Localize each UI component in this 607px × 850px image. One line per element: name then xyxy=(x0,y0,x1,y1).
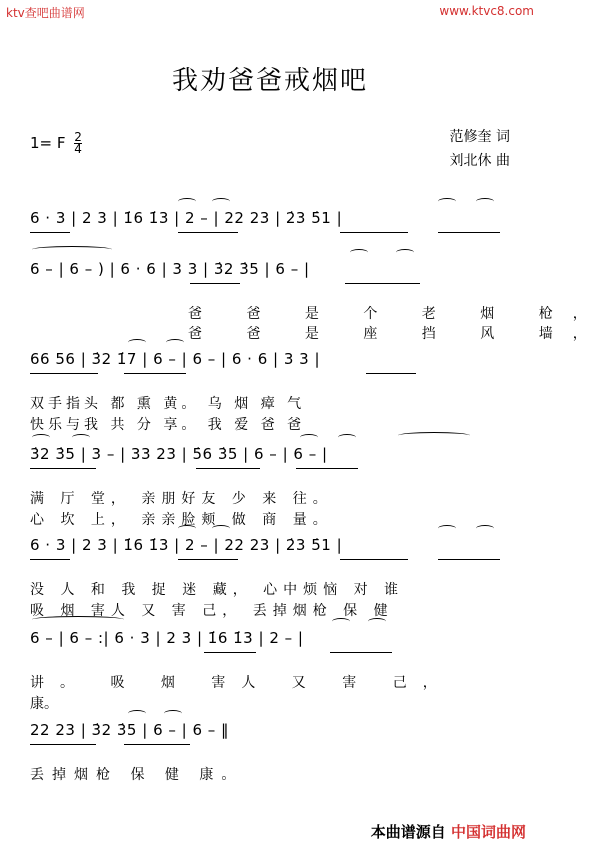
slur xyxy=(438,525,456,532)
lyricist-credit: 范修奎 词 xyxy=(449,129,510,145)
slur xyxy=(212,525,230,532)
slur xyxy=(128,339,146,346)
tie xyxy=(32,616,124,623)
slur xyxy=(350,249,368,256)
footer-source xyxy=(371,821,526,842)
lyric-row-4-verse-2: 心 坎 上， 亲亲脸颊 做 商 量。 xyxy=(30,512,333,528)
beam xyxy=(30,468,96,469)
lyric-row-5-verse-1: 没 人 和 我 捉 迷 藏， 心中烦恼 对 谁 xyxy=(30,582,405,598)
watermark-right: www.ktvc8.com xyxy=(439,4,534,18)
beam xyxy=(438,559,500,560)
beam xyxy=(438,232,500,233)
score-row-3 xyxy=(30,345,520,373)
beam xyxy=(296,468,358,469)
song-title: 我劝爸爸戒烟吧 xyxy=(171,66,368,96)
notes-row-6: 6 – | 6 – :| 6 · 3 | 2 3 | 1̇6 1̇3 | 2 – | xyxy=(30,629,304,647)
slur xyxy=(166,339,184,346)
lyric-row-7-verse-1: 丢掉烟枪 保 健 康。 xyxy=(30,767,244,783)
beam xyxy=(196,468,260,469)
beam xyxy=(30,373,98,374)
beam xyxy=(124,373,186,374)
slur xyxy=(32,434,50,441)
beam xyxy=(330,652,392,653)
lyric-row-4-verse-1: 满 厅 堂， 亲朋好友 少 来 往。 xyxy=(30,491,333,507)
key-label: 1= F xyxy=(30,134,66,152)
slur xyxy=(338,434,356,441)
tie xyxy=(32,246,112,253)
beam xyxy=(30,744,96,745)
slur xyxy=(128,710,146,717)
beam xyxy=(345,283,420,284)
watermark-left: ktv查吧曲谱网 xyxy=(6,6,85,20)
notes-row-1: 6 · 3 | 2 3 | 1̇6 1̇3 | 2 – | 22 23 | 2̇3 5̇1 | xyxy=(30,209,343,227)
time-numerator: 2 xyxy=(74,130,82,144)
score-row-4 xyxy=(30,440,520,468)
key-signature xyxy=(30,132,82,155)
notes-row-5: 6 · 3 | 2 3 | 1̇6 1̇3 | 2 – | 22 23 | 2̇3 5̇1 | xyxy=(30,536,343,554)
beam xyxy=(124,744,190,745)
slur xyxy=(164,710,182,717)
slur xyxy=(332,618,350,625)
beam xyxy=(366,373,416,374)
lyric-row-3-verse-1: 双手指头 都 熏 黄。 乌 烟 瘴 气 xyxy=(30,396,306,412)
slur xyxy=(300,434,318,441)
tie xyxy=(398,432,470,439)
lyric-row-2-verse-1: 爸 爸 是 个 老 烟 枪， xyxy=(188,306,607,322)
beam xyxy=(30,559,70,560)
score-row-6 xyxy=(30,624,520,652)
slur xyxy=(476,525,494,532)
lyric-row-3-verse-2: 快乐与我 共 分 享。 我 爱 爸 爸 xyxy=(30,417,306,433)
lyric-row-2-verse-2: 爸 爸 是 座 挡 风 墙， xyxy=(188,326,607,342)
footer-site-link[interactable]: 中国词曲网 xyxy=(450,823,526,841)
beam xyxy=(30,232,70,233)
beam xyxy=(178,559,238,560)
slur xyxy=(368,618,386,625)
score-row-5 xyxy=(30,531,520,559)
beam xyxy=(178,232,238,233)
slur xyxy=(476,198,494,205)
notes-row-3: 66 56 | 3̇2 1̇7 | 6 – | 6 – | 6 · 6 | 3 3 | xyxy=(30,350,321,368)
lyric-row-5-verse-2: 吸 烟 害人 又 害 己， 丢掉烟枪 保 健 xyxy=(30,603,394,619)
beam xyxy=(190,283,240,284)
score-row-7 xyxy=(30,716,520,744)
beam xyxy=(340,232,408,233)
composer-credit: 刘北休 曲 xyxy=(449,153,510,169)
score-row-2 xyxy=(30,255,520,283)
beam xyxy=(340,559,408,560)
notes-row-7: 22 23 | 3̇2 3̇5 | 6 – | 6 – ‖ xyxy=(30,721,230,739)
time-signature xyxy=(74,132,82,155)
slur xyxy=(396,249,414,256)
time-denominator: 4 xyxy=(74,142,82,156)
slur xyxy=(178,525,196,532)
slur xyxy=(178,198,196,205)
lyric-row-6-verse-1: 讲。 吸 烟 害人 又 害 己， xyxy=(30,675,453,691)
slur xyxy=(438,198,456,205)
beam xyxy=(204,652,256,653)
lyric-row-6-verse-2: 康。 xyxy=(30,696,58,712)
score-row-1 xyxy=(30,204,520,232)
footer-source-label: 本曲谱源自 xyxy=(370,823,446,841)
slur xyxy=(72,434,90,441)
notes-row-2: 6 – | 6 – ) | 6 · 6 | 3 3 | 3̇2 3̇5 | 6 – | xyxy=(30,260,310,278)
notes-row-4: 3̇2 3̇5 | 3 – | 33 23 | 5̇6 3̇5 | 6 – | 6 – | xyxy=(30,445,328,463)
slur xyxy=(212,198,230,205)
